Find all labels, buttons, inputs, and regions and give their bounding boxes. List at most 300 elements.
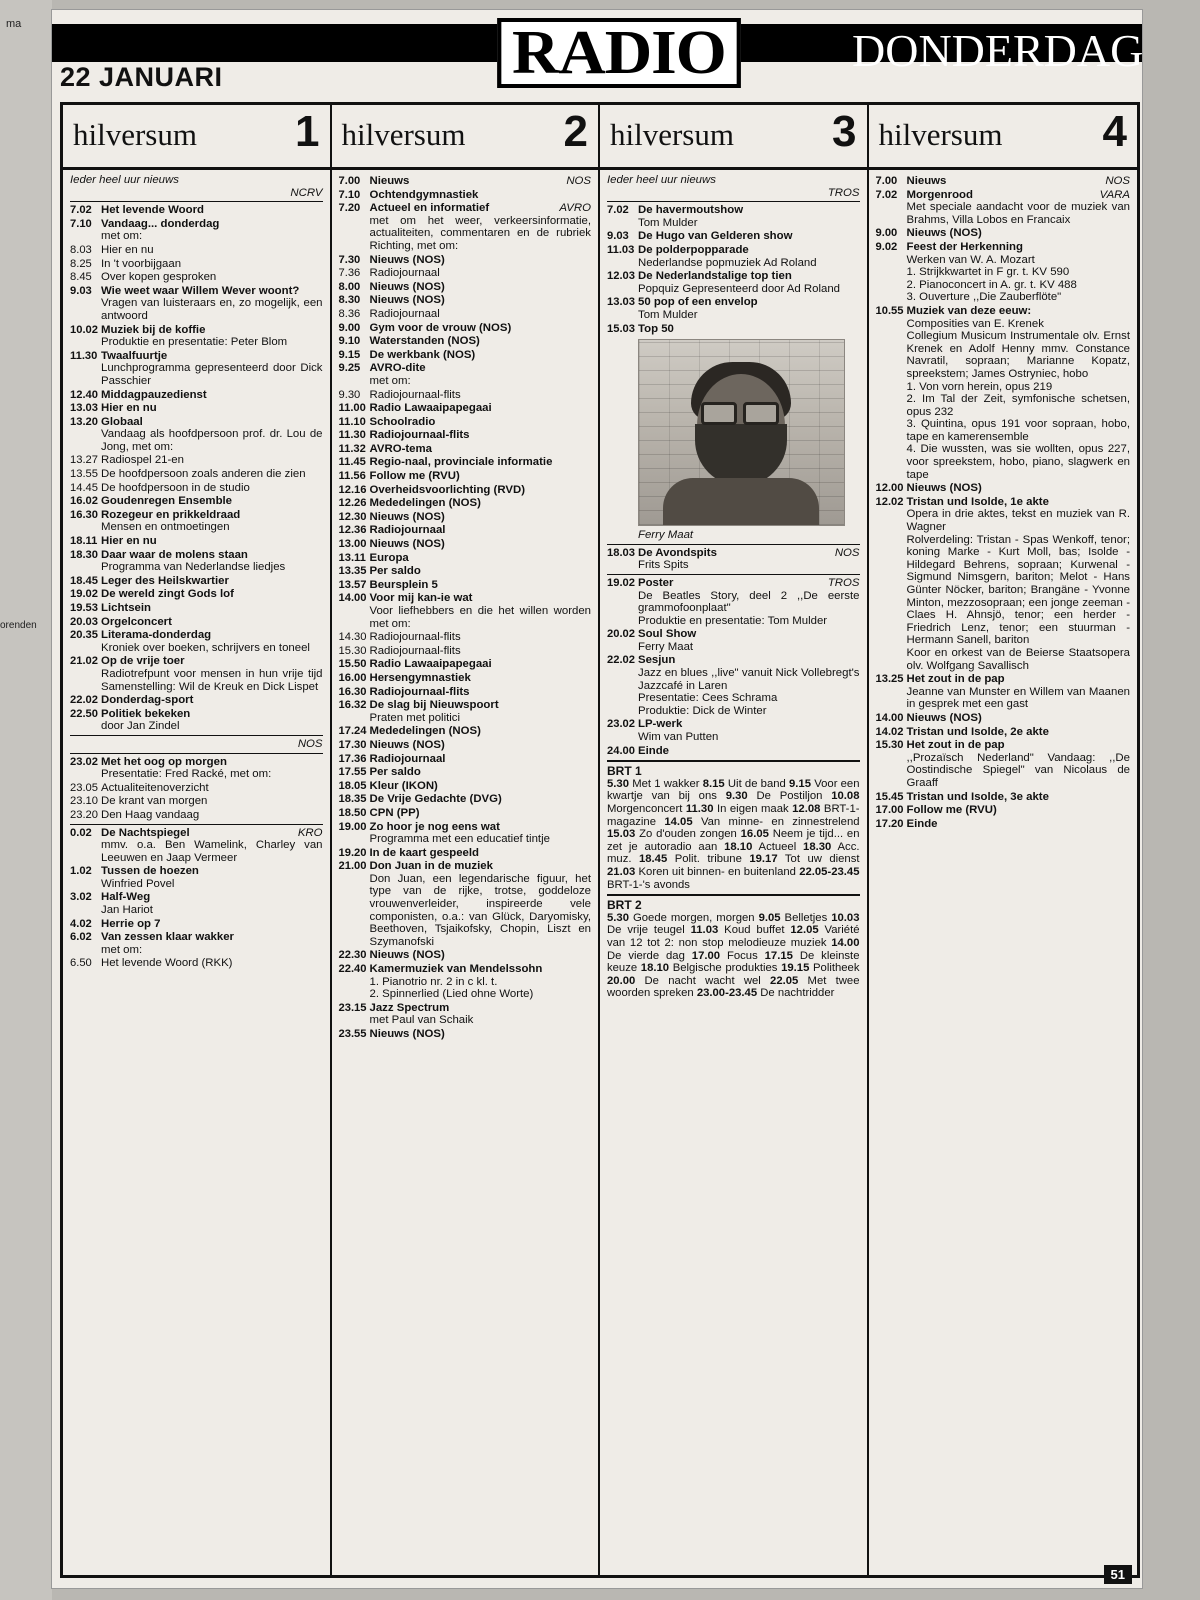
photo-caption: Ferry Maat bbox=[638, 529, 694, 542]
list-item bbox=[70, 416, 323, 429]
item-text: In 't voorbijgaan bbox=[101, 257, 182, 270]
item-time: 11.30 bbox=[70, 349, 98, 362]
list-item bbox=[339, 524, 592, 537]
list-item bbox=[70, 244, 323, 257]
item-tag: TROS bbox=[827, 576, 860, 589]
item-text: De Hugo van Gelderen show bbox=[638, 230, 793, 243]
item-text: Nieuws (NOS) bbox=[369, 949, 445, 962]
item-time: 7.20 bbox=[338, 202, 361, 215]
item-text: Muziek bij de koffie bbox=[101, 323, 206, 336]
item-time: 19.00 bbox=[338, 820, 367, 833]
list-item bbox=[70, 482, 323, 495]
item-sub: Kroniek over boeken, schrijvers en toneel bbox=[101, 641, 310, 654]
item-time: 7.10 bbox=[70, 217, 92, 230]
item-sub: Programma met een educatief tintje bbox=[369, 833, 550, 846]
item-text: Follow me (RVU) bbox=[906, 804, 997, 817]
item-sub: Wim van Putten bbox=[638, 731, 719, 744]
list-item bbox=[339, 402, 592, 415]
item-time: 18.50 bbox=[338, 806, 367, 819]
item-text: De Nederlandstalige top tien bbox=[638, 270, 792, 283]
list-item bbox=[339, 565, 592, 578]
list-item bbox=[339, 497, 592, 510]
item-time: 11.03 bbox=[607, 243, 635, 256]
item-time: 16.02 bbox=[70, 495, 98, 508]
list-item bbox=[607, 296, 860, 309]
item-text: Radio Lawaaipapegaai bbox=[369, 402, 492, 415]
item-text: Overheidsvoorlichting (RVD) bbox=[369, 483, 525, 496]
list-item bbox=[339, 780, 592, 793]
list-item bbox=[70, 694, 323, 707]
margin-note-mid: orenden bbox=[0, 620, 37, 631]
item-tag: AVRO bbox=[559, 202, 591, 215]
item-text: Donderdag-sport bbox=[101, 694, 194, 707]
column-body-2 bbox=[332, 170, 599, 1045]
item-sub: 3. Ouverture ,,Die Zauberflöte" bbox=[906, 291, 1062, 304]
item-text: Einde bbox=[906, 817, 938, 830]
list-item bbox=[607, 577, 860, 590]
item-time: 22.30 bbox=[338, 949, 367, 962]
item-text: Radiojournaal-flits bbox=[369, 644, 461, 657]
item-time: 9.30 bbox=[338, 388, 361, 401]
item-time: 11.30 bbox=[338, 429, 366, 442]
item-time: 22.50 bbox=[70, 707, 98, 720]
item-text: Nieuws (NOS) bbox=[906, 227, 982, 240]
item-text: Europa bbox=[369, 551, 409, 564]
item-sub: De Beatles Story, deel 2 ,,De eerste grammofoonplaat" bbox=[638, 589, 860, 615]
item-time: 19.53 bbox=[70, 602, 98, 614]
station-name-1: hilversum bbox=[73, 117, 197, 152]
item-sub: Vragen van luisteraars en, zo mogelijk, een antwoord bbox=[101, 297, 323, 322]
list-item bbox=[339, 281, 592, 294]
list-item bbox=[607, 718, 860, 731]
item-text: Wie weet waar Willem Wever woont? bbox=[101, 284, 300, 297]
item-sub: mmv. o.a. Ben Wamelink, Charley van Leeuwen en Jaap Vermeer bbox=[101, 839, 323, 864]
item-text: Radiojournaal bbox=[369, 752, 446, 765]
item-text: Den Haag vandaag bbox=[101, 808, 200, 821]
item-text: De havermoutshow bbox=[638, 204, 744, 217]
list-item bbox=[339, 739, 592, 752]
item-time: 15.30 bbox=[338, 644, 367, 657]
item-text: Het levende Woord bbox=[101, 204, 204, 217]
list-item bbox=[70, 629, 323, 642]
list-item bbox=[339, 686, 592, 699]
item-text: Zo hoor je nog eens wat bbox=[369, 820, 500, 833]
list-item bbox=[70, 204, 323, 217]
list-item bbox=[876, 241, 1131, 254]
list-item bbox=[339, 416, 592, 429]
item-sub: Winfried Povel bbox=[101, 877, 175, 890]
list-item bbox=[70, 588, 323, 601]
list-item bbox=[876, 818, 1131, 831]
item-time: 7.36 bbox=[338, 267, 361, 280]
item-time: 15.50 bbox=[338, 658, 367, 671]
item-sub: Composities van E. Krenek bbox=[906, 317, 1044, 330]
list-item bbox=[70, 809, 323, 822]
item-sub: Frits Spits bbox=[638, 559, 689, 572]
item-time: 12.16 bbox=[338, 483, 367, 496]
list-item bbox=[876, 726, 1131, 739]
item-text: Op de vrije toer bbox=[101, 655, 185, 668]
list-item bbox=[339, 389, 592, 402]
item-time: 13.35 bbox=[338, 565, 367, 578]
list-item bbox=[70, 549, 323, 562]
list-item bbox=[70, 865, 323, 878]
item-text: Het zout in de pap bbox=[906, 739, 1005, 752]
item-sub: Jan Hariot bbox=[101, 904, 153, 917]
item-time: 8.45 bbox=[70, 271, 92, 284]
item-time: 10.55 bbox=[875, 304, 904, 317]
list-item bbox=[339, 753, 592, 766]
item-time: 19.20 bbox=[338, 846, 367, 859]
item-sub: 1. Von vorn herein, opus 219 bbox=[906, 380, 1053, 393]
station-name-4: hilversum bbox=[878, 117, 1003, 152]
item-text: Schoolradio bbox=[369, 415, 436, 428]
item-text: In de kaart gespeeld bbox=[369, 846, 480, 859]
hourly-news-note-1: Ieder heel uur nieuws bbox=[70, 174, 179, 186]
list-item bbox=[339, 821, 592, 834]
item-time: 8.30 bbox=[338, 294, 361, 307]
item-sub: Radiotrefpunt voor mensen in hun vrije tijd Samenstelling: Wil de Kreuk en Dick Lispet bbox=[101, 667, 323, 693]
item-sub: Jazz en blues ,,live" vanuit Nick Vollebregt's Jazzcafé in Laren bbox=[638, 667, 860, 692]
item-time: 9.00 bbox=[338, 321, 361, 334]
list-item bbox=[70, 468, 323, 481]
item-text: De hoofdpersoon in de studio bbox=[101, 481, 250, 494]
item-sub: 4. Die wussten, was sie wollten, opus 227, voor spreekstem, hobo, piano, slagwerk en tape bbox=[906, 443, 1130, 481]
item-time: 16.30 bbox=[338, 685, 367, 698]
list-item bbox=[70, 324, 323, 337]
list-item bbox=[876, 496, 1131, 509]
item-text: Sesjun bbox=[638, 654, 676, 667]
item-text: Middagpauzedienst bbox=[101, 388, 207, 401]
list-item bbox=[70, 402, 323, 415]
item-text: Muziek van deze eeuw: bbox=[906, 304, 1032, 317]
item-time: 7.02 bbox=[875, 188, 898, 201]
item-time: 19.02 bbox=[70, 588, 98, 601]
item-text: De wereld zingt Gods lof bbox=[101, 588, 234, 601]
page-date: 22 JANUARI bbox=[60, 62, 223, 92]
list-item bbox=[339, 429, 592, 442]
hourly-news-note-3: Ieder heel uur nieuws bbox=[607, 174, 716, 186]
list-item bbox=[70, 495, 323, 508]
item-time: 16.00 bbox=[338, 671, 367, 684]
item-text: Vandaag... donderdag bbox=[101, 217, 220, 230]
item-time: 13.55 bbox=[70, 468, 98, 481]
item-text: Morgenrood bbox=[906, 188, 973, 201]
list-item bbox=[876, 227, 1131, 240]
item-sub: Mensen en ontmoetingen bbox=[101, 521, 230, 534]
list-item bbox=[339, 456, 592, 469]
item-time: 23.55 bbox=[338, 1028, 367, 1040]
item-text: De Nachtspiegel bbox=[101, 826, 190, 839]
item-time: 8.36 bbox=[338, 307, 361, 320]
list-item bbox=[339, 308, 592, 321]
list-item bbox=[607, 204, 860, 217]
item-text: De slag bij Nieuwspoort bbox=[369, 699, 499, 712]
item-text: Radiojournaal bbox=[369, 307, 440, 320]
item-time: 17.24 bbox=[338, 725, 367, 738]
item-time: 8.03 bbox=[70, 243, 92, 256]
item-tag: NOS bbox=[1105, 175, 1130, 187]
item-sub: Opera in drie aktes, tekst en muziek van R. Wagner bbox=[906, 508, 1130, 534]
item-text: Nieuws (NOS) bbox=[369, 510, 445, 523]
item-sub: 1. Strijkkwartet in F gr. t. KV 590 bbox=[906, 266, 1070, 279]
item-tag: NOS bbox=[834, 546, 860, 559]
item-time: 17.36 bbox=[338, 752, 367, 765]
item-time: 12.03 bbox=[607, 270, 635, 283]
item-text: Follow me (RVU) bbox=[369, 470, 460, 483]
item-time: 24.00 bbox=[607, 744, 635, 757]
item-time: 1.02 bbox=[70, 865, 92, 878]
list-item bbox=[876, 189, 1131, 202]
list-item bbox=[339, 189, 592, 202]
column-hilversum-4 bbox=[869, 105, 1138, 1575]
item-text: Het levende Woord (RKK) bbox=[101, 957, 233, 970]
page-title: RADIO bbox=[497, 18, 740, 88]
item-text: AVRO-dite bbox=[369, 362, 426, 375]
item-time: 12.30 bbox=[338, 510, 367, 523]
list-item bbox=[339, 175, 592, 188]
item-text: Twaalfuurtje bbox=[101, 349, 168, 362]
column-body-1 bbox=[63, 170, 330, 974]
item-time: 3.02 bbox=[70, 891, 92, 904]
item-text: Globaal bbox=[101, 415, 143, 428]
item-text: De krant van morgen bbox=[101, 795, 208, 808]
item-time: 14.00 bbox=[875, 711, 904, 724]
list-item bbox=[339, 672, 592, 685]
item-text: Politiek bekeken bbox=[101, 707, 191, 720]
item-time: 11.56 bbox=[338, 470, 366, 483]
item-sub: Praten met politici bbox=[369, 711, 461, 724]
item-tag: NOS bbox=[566, 175, 591, 187]
list-item bbox=[876, 305, 1131, 318]
column-header-4 bbox=[869, 105, 1138, 170]
list-item bbox=[70, 454, 323, 467]
item-text: Van zessen klaar wakker bbox=[101, 931, 234, 944]
list-item bbox=[607, 745, 860, 758]
item-time: 23.02 bbox=[607, 718, 635, 731]
item-text: Leger des Heilskwartier bbox=[101, 574, 229, 587]
item-sub: met Paul van Schaik bbox=[369, 1014, 474, 1027]
item-time: 11.00 bbox=[338, 402, 366, 415]
list-item bbox=[607, 270, 860, 283]
item-text: De hoofdpersoon zoals anderen die zien bbox=[101, 468, 306, 481]
item-time: 20.03 bbox=[70, 615, 98, 628]
list-item bbox=[70, 389, 323, 402]
item-sub: Rolverdeling: Tristan - Spas Wenkoff, tenor; koning Marke - Kurt Moll, bas; Isolde - Hildegard Behrens, sopraan; Kurwenal - Sigmund Nimsgern, bariton; Melot - Hans Günter Nöcker, bariton; Brangäne - Yvonne Minton, mezzosopraan; een jonge zeeman - Claes H. Ahnsjö, tenor; een herder - Friedrich Lenz, tenor; een stuurman - Hermann Sanell, bariton bbox=[906, 533, 1130, 647]
list-item bbox=[70, 350, 323, 363]
list-item bbox=[339, 579, 592, 592]
item-text: Actueel en informatief bbox=[369, 202, 490, 215]
item-text: Poster bbox=[638, 576, 674, 589]
item-text: Regio-naal, provinciale informatie bbox=[369, 456, 553, 469]
page-number: 51 bbox=[1104, 1565, 1132, 1584]
brt2-text: 5.30 Goede morgen, morgen 9.05 Belletjes 10.03 De vrije teugel 11.03 Koud buffet 12.05 Variété van 12 tot 2: non stop melodieuze muziek 14.00 De vierde dag 17.00 Focus 17.15 De kleinste keuze 18.10 Belgische produkties 19.15 Politheek 20.00 De nacht wacht wel 22.05 Met twee woorden spreken 23.00-23.45 De nachtridder bbox=[607, 911, 860, 1000]
item-time: 21.00 bbox=[338, 860, 367, 873]
item-time: 14.02 bbox=[875, 725, 904, 738]
list-item bbox=[876, 175, 1131, 188]
list-item bbox=[876, 791, 1131, 804]
list-item bbox=[339, 511, 592, 524]
item-sub: Voor liefhebbers en die het willen worden met om: bbox=[369, 605, 591, 630]
list-item bbox=[70, 285, 323, 298]
item-text: Goudenregen Ensemble bbox=[101, 495, 233, 508]
list-item bbox=[339, 725, 592, 738]
item-time: 9.02 bbox=[875, 240, 898, 253]
item-sub: Nederlandse popmuziek Ad Roland bbox=[638, 256, 817, 269]
item-text: Hersengymnastiek bbox=[369, 671, 471, 684]
list-item bbox=[339, 793, 592, 806]
item-text: Radiojournaal-flits bbox=[369, 685, 470, 698]
brt2-title: BRT 2 bbox=[607, 898, 642, 913]
item-text: Half-Weg bbox=[101, 891, 151, 904]
photo-torso bbox=[663, 478, 819, 526]
item-text: Kamermuziek van Mendelssohn bbox=[369, 963, 543, 976]
item-text: Top 50 bbox=[638, 322, 674, 335]
list-item bbox=[70, 602, 323, 615]
list-item bbox=[70, 616, 323, 629]
item-text: Herrie op 7 bbox=[101, 917, 161, 930]
list-item bbox=[70, 756, 323, 769]
item-time: 9.03 bbox=[70, 284, 92, 297]
presenter-photo bbox=[638, 339, 845, 526]
item-text: Radio Lawaaipapegaai bbox=[369, 658, 492, 671]
list-item bbox=[876, 712, 1131, 725]
item-sub: Programma van Nederlandse liedjes bbox=[101, 561, 286, 574]
item-time: 18.30 bbox=[70, 548, 98, 561]
item-time: 22.02 bbox=[70, 694, 98, 707]
list-item bbox=[607, 628, 860, 641]
item-sub: Tom Mulder bbox=[638, 308, 698, 321]
item-time: 22.02 bbox=[607, 654, 635, 667]
list-item bbox=[339, 254, 592, 267]
item-time: 12.36 bbox=[338, 524, 367, 537]
item-time: 4.02 bbox=[70, 917, 92, 930]
item-sub: met om: bbox=[369, 374, 411, 387]
item-time: 7.00 bbox=[338, 175, 361, 187]
column-body-3 bbox=[600, 170, 867, 1004]
item-time: 17.20 bbox=[875, 817, 904, 830]
item-time: 20.35 bbox=[70, 629, 98, 642]
list-item bbox=[339, 335, 592, 348]
list-item bbox=[339, 699, 592, 712]
column-body-4 bbox=[869, 170, 1138, 834]
item-text: Ochtendgymnastiek bbox=[369, 188, 479, 201]
masthead bbox=[52, 19, 1144, 92]
list-item bbox=[70, 708, 323, 721]
item-sub: 2. Im Tal der Zeit, symfonische schetsen, opus 232 bbox=[906, 393, 1130, 418]
item-time: 8.00 bbox=[338, 280, 361, 293]
item-text: Radiojournaal-flits bbox=[369, 429, 470, 442]
list-item bbox=[70, 931, 323, 944]
item-time: 13.00 bbox=[338, 538, 367, 551]
item-text: Actualiteitenoverzicht bbox=[101, 781, 209, 794]
list-item bbox=[70, 957, 323, 970]
list-item bbox=[70, 918, 323, 931]
item-text: Gym voor de vrouw (NOS) bbox=[369, 321, 512, 334]
item-text: Nieuws (NOS) bbox=[369, 538, 445, 551]
item-time: 18.03 bbox=[607, 546, 635, 559]
column-note-1 bbox=[70, 174, 323, 187]
item-text: Hier en nu bbox=[101, 535, 157, 548]
item-time: 13.03 bbox=[607, 296, 635, 309]
page-day: DONDERDAG bbox=[852, 25, 1144, 76]
item-text: CPN (PP) bbox=[369, 806, 420, 819]
list-item bbox=[339, 484, 592, 497]
item-time: 13.57 bbox=[338, 578, 367, 591]
column-header-1 bbox=[63, 105, 330, 170]
item-text: De Vrije Gedachte (DVG) bbox=[369, 793, 502, 806]
item-sub: Produktie en presentatie: Tom Mulder bbox=[638, 614, 828, 627]
item-time: 9.25 bbox=[338, 362, 361, 375]
item-time: 14.00 bbox=[338, 592, 367, 605]
list-item bbox=[876, 739, 1131, 752]
list-item bbox=[70, 795, 323, 808]
column-note-3 bbox=[607, 174, 860, 187]
item-time: 11.10 bbox=[338, 415, 366, 428]
item-time: 20.02 bbox=[607, 628, 635, 641]
list-item bbox=[70, 258, 323, 271]
item-time: 7.00 bbox=[875, 175, 898, 187]
item-text: Soul Show bbox=[638, 628, 697, 641]
item-text: Beursplein 5 bbox=[369, 578, 438, 591]
item-tag: VARA bbox=[1099, 188, 1130, 201]
item-time: 10.02 bbox=[70, 323, 98, 336]
item-time: 23.10 bbox=[70, 795, 98, 808]
list-item bbox=[339, 1028, 592, 1041]
item-sub: Tom Mulder bbox=[638, 216, 698, 229]
list-item bbox=[339, 766, 592, 779]
list-item bbox=[70, 655, 323, 668]
item-sub: Vandaag als hoofdpersoon prof. dr. Lou de Jong, met om: bbox=[101, 428, 323, 453]
item-text: Waterstanden (NOS) bbox=[369, 335, 480, 348]
list-item bbox=[876, 673, 1131, 686]
item-time: 13.20 bbox=[70, 415, 98, 428]
item-time: 9.10 bbox=[338, 335, 361, 348]
item-sub: met om het weer, verkeersinformatie, actualiteiten, commentaren en de rubriek Richting, met om: bbox=[369, 214, 591, 252]
station-name-2: hilversum bbox=[341, 117, 466, 152]
item-time: 6.02 bbox=[70, 931, 92, 944]
item-sub: Presentatie: Fred Racké, met om: bbox=[101, 768, 272, 781]
item-time: 18.05 bbox=[338, 779, 367, 792]
item-time: 14.30 bbox=[338, 631, 367, 644]
item-time: 18.45 bbox=[70, 574, 98, 587]
list-item bbox=[70, 827, 323, 840]
list-item bbox=[607, 244, 860, 257]
item-time: 23.02 bbox=[70, 755, 98, 768]
list-item bbox=[70, 271, 323, 284]
list-item bbox=[339, 267, 592, 280]
item-text: Nieuws (NOS) bbox=[369, 280, 445, 293]
list-item bbox=[339, 202, 592, 215]
page-edge-left bbox=[0, 0, 52, 1600]
list-item bbox=[339, 1002, 592, 1015]
item-sub: 2. Spinnerlied (Lied ohne Worte) bbox=[369, 988, 534, 1001]
item-text: Einde bbox=[638, 744, 670, 757]
schedule-columns bbox=[60, 102, 1140, 1578]
item-time: 18.35 bbox=[338, 793, 367, 806]
item-time: 14.45 bbox=[70, 481, 98, 494]
item-text: Nieuws (NOS) bbox=[369, 1028, 445, 1040]
item-sub: Popquiz Gepresenteerd door Ad Roland bbox=[638, 282, 841, 295]
item-text: Rozegeur en prikkeldraad bbox=[101, 508, 241, 521]
item-sub: Produktie: Dick de Winter bbox=[638, 704, 767, 717]
item-text: Radiojournaal bbox=[369, 267, 440, 280]
item-text: Per saldo bbox=[369, 766, 421, 779]
list-item bbox=[339, 322, 592, 335]
photo-glasses-right bbox=[743, 402, 779, 425]
item-time: 8.25 bbox=[70, 257, 92, 270]
list-item bbox=[339, 963, 592, 976]
